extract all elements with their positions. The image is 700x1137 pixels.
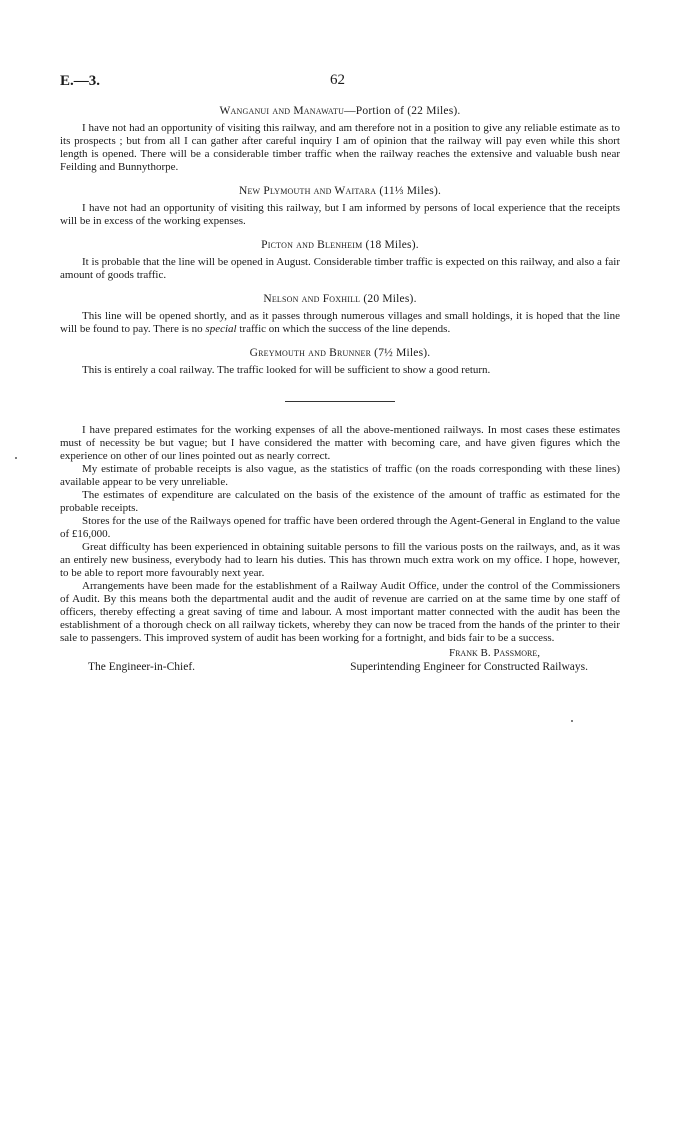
paragraph: Stores for the use of the Railways opened for traffic have been ordered through the Agent-General in England to the value of £16,000. (60, 515, 620, 540)
paragraph: Arrangements have been made for the establishment of a Railway Audit Office, under the control of the Commissioners of Audit. By this means both the departmental audit and the audit of revenue are carried on at the same time by one staff of officers, thereby effecting a great saving of time and labour. A most important matter connected with the audit has been the establishment of a thorough check on all railway tickets, whereby they can now be traced from the hands of the printer to their sale to passengers. This improved system of audit has been working for a fortnight, and bids fair to be a success. (60, 580, 620, 644)
scan-speck (571, 720, 573, 722)
signatory-title: Superintending Engineer for Constructed Railways. (350, 661, 588, 673)
document-body (60, 104, 620, 674)
paragraph: The estimates of expenditure are calculated on the basis of the existence of the amount of traffic as estimated for the probable receipts. (60, 489, 620, 514)
section-wanganui-manawatu (60, 104, 620, 174)
section-new-plymouth-waitara (60, 184, 620, 228)
paragraph: My estimate of probable receipts is also vague, as the statistics of traffic (on the roads corresponding with these lines) available appear to be very unreliable. (60, 463, 620, 488)
section-heading: Wanganui and Manawatu—Portion of (22 Miles). (219, 105, 461, 117)
section-heading: Greymouth and Brunner (7½ Miles). (249, 347, 431, 359)
section-picton-blenheim (60, 238, 620, 282)
section-nelson-foxhill (60, 292, 620, 336)
document-reference: E.—3. (60, 73, 101, 89)
section-text: This line will be opened shortly, and as it passes through numerous villages and small holdings, it is hoped that the line will be found to pay. There is no special traffic on which the success of the line depends. (60, 310, 620, 335)
divider-rule (285, 401, 395, 402)
signatory-name: Frank B. Passmore, (448, 647, 540, 659)
section-text: It is probable that the line will be opened in August. Considerable timber traffic is expected on this railway, and also a fair amount of goods traffic. (60, 256, 620, 281)
section-text: I have not had an opportunity of visiting this railway, but I am informed by persons of local experience that the receipts will be in excess of the working expenses. (60, 202, 620, 227)
paragraph: Great difficulty has been experienced in obtaining suitable persons to fill the various posts on the railways, and, as it was an entirely new business, everybody had to learn his duties. This has thrown much extra work on my office. I hope, however, to be able to report more favourably next year. (60, 541, 620, 579)
section-text: I have not had an opportunity of visiting this railway, and am therefore not in a position to give any reliable estimate as to its prospects ; but from all I can gather after careful inquiry I am of opinion that the railway will pay even while this short length is opened. There will be a considerable timber traffic when the railway reaches the extensive and valuable bush near Feilding and Bunnythorpe. (60, 122, 620, 173)
page-number: 62 (330, 72, 345, 88)
scan-speck (15, 457, 17, 459)
paragraph: I have prepared estimates for the working expenses of all the above-mentioned railways. In most cases these estimates must of necessity be but vague; but I have considered the matter with becoming care, and have given figures which the experience on other of our lines pointed out as nearly correct. (60, 424, 620, 462)
section-heading: Picton and Blenheim (18 Miles). (261, 239, 419, 251)
section-greymouth-brunner (60, 346, 620, 377)
section-heading: New Plymouth and Waitara (11⅓ Miles). (238, 185, 442, 197)
addressee: The Engineer-in-Chief. (88, 661, 196, 673)
signature-row (60, 660, 620, 674)
section-text: This is entirely a coal railway. The traffic looked for will be sufficient to show a good return. (82, 364, 491, 376)
section-heading: Nelson and Foxhill (20 Miles). (263, 293, 417, 305)
